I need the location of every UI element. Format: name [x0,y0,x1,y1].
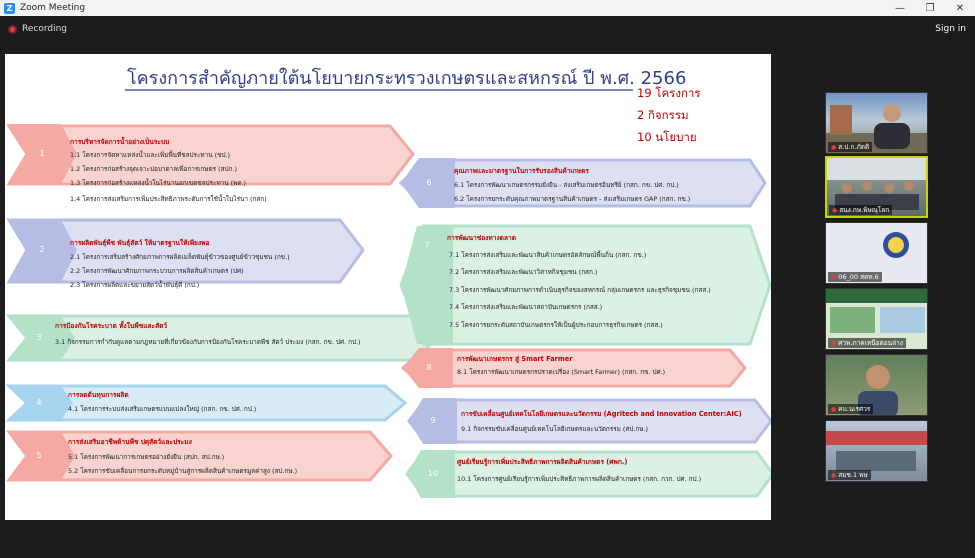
policy-item: 5.2 โครงการขับเคลื่อนการยกระดับหมู่บ้านสู่การผลิตสินค้าเกษตรมูลค่าสูง (สป.กษ.) [68,467,298,475]
muted-mic-icon: ● [831,274,837,281]
policy-number: 9 [430,416,436,425]
policy-number: 4 [36,398,42,407]
policy-category: การผลิตพันธุ์พืช พันธุ์สัตว์ ให้มาตรฐานให้เพียงพอ [70,239,210,247]
policy-item: 1.2 โครงการก่อสร้างจุดเจาะบ่อบาดาลเพื่อการเกษตร (สปก.) [70,165,237,173]
participant-name: ศวพ.ภาคเหนือตอนล่าง [838,339,903,347]
policy-item: 7.5 โครงการยกระดับสถาบันเกษตรกรให้เป็นผู้ประกอบการธุรกิจเกษตร (กสส.) [449,321,663,329]
policy-item: 5.1 โครงการพัฒนาการเกษตรอย่างยั่งยืน (สปก. สป.กษ.) [68,453,225,461]
shared-screen-slide [5,54,771,520]
zoom-logo-icon: Z [4,3,15,14]
policy-number: 8 [426,363,432,372]
policy-item: 1.3 โครงการก่อสร้างแหล่งน้ำในไร่นานอกเขตชลประทาน (พด.) [70,179,247,187]
policy-item: 1.4 โครงการส่งเสริมการเพิ่มประสิทธิภาพระดับการใช้น้ำในไร่นา (กสก) [70,195,267,203]
slide-title: โครงการสำคัญภายใต้นโยบายกระทรวงเกษตรและสหกรณ์ ปี พ.ศ. 2566 [127,68,687,89]
participant-name: สนง.กษ.พิษณุโลก [839,206,890,214]
participant-name: คบ.นเรศวร [838,405,871,413]
policy-number: 1 [39,149,45,158]
policy-category: การส่งเสริมอาชีพด้านพืช ปศุสัตว์และประมง [68,438,192,446]
participant-tile[interactable] [825,420,928,482]
policy-item: 9.1 กิจกรรมขับเคลื่อนศูนย์เทคโนโลยีเกษตรและนวัตกรรม (สป.กษ.) [461,425,648,433]
participant-name: ส.ป.ก.ภัตติ [838,143,870,151]
policy-number: 3 [36,333,42,342]
sign-in-button[interactable]: Sign in [935,24,966,34]
muted-mic-icon: ● [832,207,838,214]
policy-number: 5 [36,451,42,460]
policy-item: 7.1 โครงการส่งเสริมและพัฒนาสินค้าเกษตรอัตลักษณ์พื้นถิ่น (กสก. กข.) [449,251,647,259]
policy-category: การพัฒนาเกษตรกร สู่ Smart Farmer [457,355,573,363]
policy-item: 6.2 โครงการยกระดับคุณภาพมาตรฐานสินค้าเกษตร - ส่งเสริมเกษตร GAP (กสก. กข.) [454,195,691,203]
summary-policies: 10 นโยบาย [637,130,697,144]
policy-item: 8.1 โครงการพัฒนาเกษตรกรปราดเปรื่อง (Smart Farmer) (กสก. กข. ปศ.) [457,368,666,376]
summary-activities: 2 กิจกรรม [637,108,689,122]
policy-number: 6 [426,178,432,187]
muted-mic-icon: ● [831,406,837,413]
recording-label[interactable]: Recording [22,24,68,34]
policy-number: 10 [427,469,439,478]
policy-category: การลดต้นทุนการผลิต [68,391,129,399]
window-titlebar [0,0,975,16]
participant-name: สมช.1 พษ [838,471,868,479]
muted-mic-icon: ● [831,144,837,151]
policy-number: 7 [424,241,430,250]
muted-mic-icon: ● [831,340,837,347]
policy-item: 7.3 โครงการพัฒนาศักยภาพการดำเนินธุรกิจของสหกรณ์ กลุ่มเกษตรกร และธุรกิจชุมชน (กสส.) [449,286,711,294]
participant-name: 06_00 สดท.6 [838,273,879,281]
participant-tile-active[interactable] [825,156,928,218]
policy-band-9 [409,400,771,442]
policy-category: การขับเคลื่อนศูนย์เทคโนโลยีเกษตรและนวัตกรรม (Agritech and Innovation Center:AIC) [461,410,742,418]
policy-category: ศูนย์เรียนรู้การเพิ่มประสิทธิภาพการผลิตสินค้าเกษตร (ศพก.) [457,458,628,466]
policy-item: 2.3 โครงการผลิตและขยายสัตว์น้ำพันธุ์ดี (กป.) [70,281,200,289]
summary-projects: 19 โครงการ [637,86,701,100]
policy-item: 10.1 โครงการศูนย์เรียนรู้การเพิ่มประสิทธิภาพการผลิตสินค้าเกษตร (กสก. กวก. ปศ. กป.) [457,475,702,483]
window-title: Zoom Meeting [20,3,86,13]
policy-category: การพัฒนาช่องทางตลาด [447,234,516,242]
policy-category: คุณภาพและมาตรฐานในการรับรองสินค้าเกษตร [454,167,589,175]
participant-tile[interactable] [825,288,928,350]
participant-tile[interactable] [825,354,928,416]
policy-category: การป้องกันโรคระบาด ทั้งในพืชและสัตว์ [55,322,168,330]
policy-item: 7.4 โครงการส่งเสริมและพัฒนาสถาบันเกษตรกร (กสส.) [449,303,603,311]
recording-icon [8,25,17,34]
muted-mic-icon: ● [831,472,837,479]
policy-item: 2.1 โครงการเสริมสร้างศักยภาพการผลิตเมล็ดพันธุ์ข้าวของศูนย์ข้าวชุมชน (กข.) [70,253,290,261]
participant-tile[interactable] [825,92,928,154]
maximize-icon[interactable]: ❐ [925,2,935,14]
participant-tile[interactable] [825,222,928,284]
policy-item: 1.1 โครงการจัดหาแหล่งน้ำและเพิ่มพื้นที่ชลประทาน (ชป.) [70,151,231,159]
policy-item: 4.1 โครงการระบบส่งเสริมเกษตรแบบแปลงใหญ่ (กสก. กข. ปศ. กป.) [68,405,257,413]
policy-item: 6.1 โครงการพัฒนาเกษตรกรรมยั่งยืน - ส่งเสริมเกษตรอินทรีย์ (กสก. กข. ปศ. กป.) [454,181,679,189]
policy-number: 2 [39,245,45,254]
meeting-toolbar [0,16,975,44]
close-icon[interactable]: ✕ [955,2,965,14]
policy-item: 2.2 โครงการพัฒนาศักยภาพกระบวนการผลิตสินค้าเกษตร (ปศ) [70,267,244,275]
policy-category: การบริหารจัดการน้ำอย่างเป็นระบบ [70,138,170,146]
policy-item: 3.1 กิจกรรมการกำกับดูแลตามกฎหมายที่เกี่ยวข้องกับการป้องกันโรคระบาดพืช สัตว์ ประมง (กสก. กข. ปศ. กป.) [55,338,361,346]
minimize-icon[interactable]: — [895,2,905,14]
policy-item: 7.2 โครงการส่งเสริมและพัฒนาวิสาหกิจชุมชน (กสก.) [449,268,598,276]
